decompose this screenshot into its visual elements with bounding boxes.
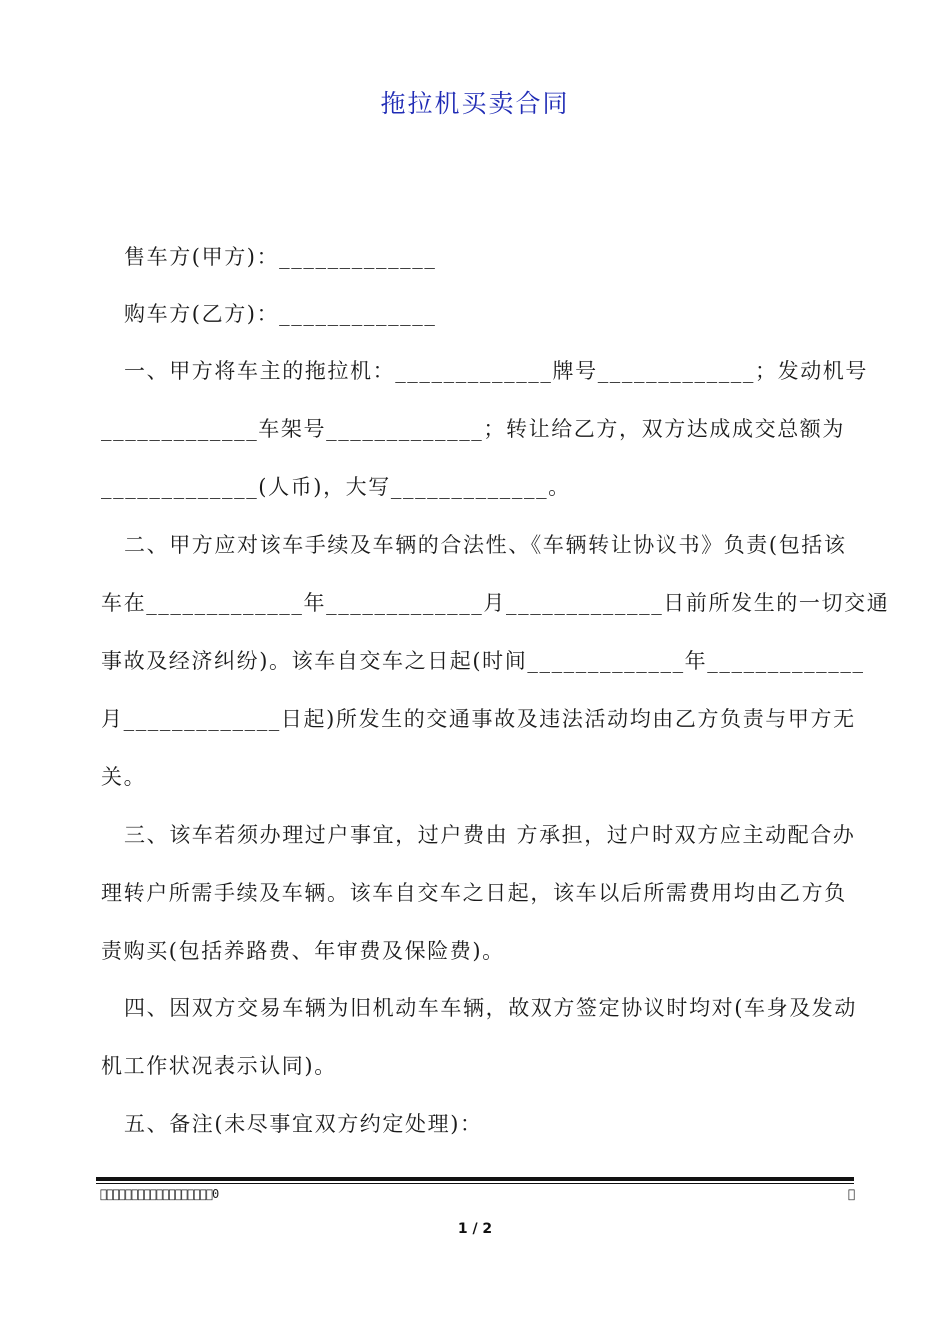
clause-2-line-1: 二、甲方应对该车手续及车辆的合法性、《车辆转让协议书》负责(包括该	[124, 533, 847, 557]
clause-3-line-2: 理转户所需手续及车辆。该车自交车之日起，该车以后所需费用均由乙方负	[101, 881, 847, 905]
footer-left-text:                   0	[100, 1187, 219, 1201]
clause-2-line-2: 车在_____________年_____________月_____________日前所发生的一切交通	[101, 591, 890, 615]
footer-divider-thin	[96, 1183, 854, 1184]
clause-2-line-5: 关。	[101, 765, 147, 789]
document-title: 拖拉机买卖合同	[380, 89, 570, 118]
clause-3-line-3: 责购买(包括养路费、年审费及保险费)。	[101, 939, 505, 963]
clause-1-line-2: _____________车架号_____________；转让给乙方，双方达成成交总额为	[101, 417, 845, 441]
clause-2-line-4: 月_____________日起)所发生的交通事故及违法活动均由乙方负责与甲方无	[101, 707, 856, 731]
clause-1-line-3: _____________(人币)，大写_____________。	[101, 475, 571, 499]
buyer-line: 购车方(乙方)：_____________	[124, 302, 437, 326]
clause-4-line-2: 机工作状况表示认同)。	[101, 1054, 337, 1078]
clause-3-line-1: 三、该车若须办理过户事宜，过户费由 方承担，过户时双方应主动配合办	[124, 823, 856, 847]
clause-5-line-1: 五、备注(未尽事宜双方约定处理)：	[124, 1112, 483, 1136]
footer-divider-thick	[96, 1177, 854, 1181]
clause-2-line-3: 事故及经济纠纷)。该车自交车之日起(时间_____________年_____________	[101, 649, 865, 673]
seller-line: 售车方(甲方)：_____________	[124, 245, 437, 269]
footer-right-text:  	[848, 1187, 856, 1201]
clause-4-line-1: 四、因双方交易车辆为旧机动车车辆，故双方签定协议时均对(车身及发动	[124, 996, 857, 1020]
clause-1-line-1: 一、甲方将车主的拖拉机：_____________牌号_____________；发动机号	[124, 359, 868, 383]
page-number: 1 / 2	[457, 1221, 493, 1237]
